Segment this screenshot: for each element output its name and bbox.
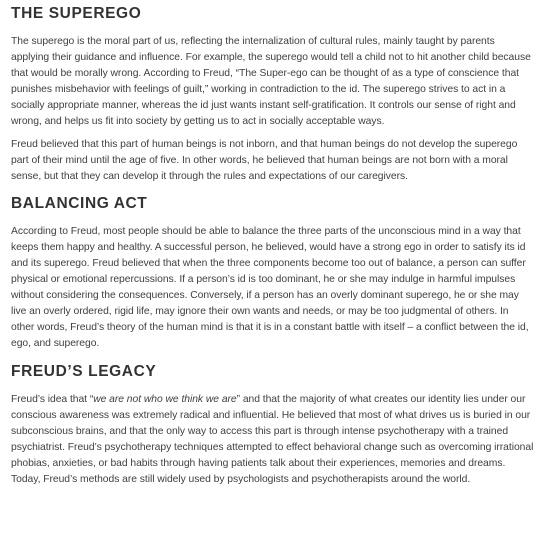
section-heading: THE SUPEREGO [11, 5, 142, 22]
paragraph-text-before-quote: Freud’s idea that “ [11, 394, 94, 405]
body-paragraph [11, 392, 534, 488]
body-paragraph: Freud believed that this part of human beings is not inborn, and that human beings do not develop the superego part of their mind until the age of five. In other words, he believed that human beings are not born with a moral sense, but that they can develop it through the rules and expectations of our caregivers. [11, 139, 518, 182]
body-paragraph: The superego is the moral part of us, reflecting the internalization of cultural rules, mainly taught by parents applying their guidance and influence. For example, the superego would tell a child not to hit another child because that would be morally wrong. According to Freud, “The Super-ego can be thought of as a type of conscience that punishes misbehavior with feelings of guilt,” working in contradiction to the id. The superego strives to act in a socially appropriate manner, whereas the id just wants instant self-gratification. It controls our sense of right and wrong, and helps us fit into society by getting us to act in socially acceptable ways. [11, 36, 531, 127]
section-balancing-act [11, 195, 534, 352]
italic-quote: we are not who we think we are [93, 394, 237, 405]
article-body [11, 5, 534, 488]
body-paragraph: According to Freud, most people should be able to balance the three parts of the unconscious mind in a way that keeps them happy and healthy. A successful person, he believed, would have a strong ego in order to satisfy its id and its superego. Freud believed that when the three components become too out of balance, a person can suffer physical or emotional repercussions. If a person’s id is too dominant, he or she may indulge in harmful impulses without considering the consequences. Conversely, if a person has an overly dominant superego, he or she may live an overly ordered, rigid life, may ignore their own wants and needs, or may be too judgmental of others. In other words, Freud’s theory of the human mind is that it is in a constant battle with itself – a conflict between the id, ego, and superego. [11, 226, 529, 349]
section-freuds-legacy [11, 363, 534, 488]
section-heading: FREUD’S LEGACY [11, 363, 157, 380]
paragraph-text-after-quote: ” and that the majority of what creates our identity lies under our conscious awareness was extremely radical and influential. He believed that most of what drives us is buried in our subconscious brains, and that the only way to access this part is through intense psychotherapy with a trained psychiatrist. Freud’s psychotherapy techniques attempted to effect behavioral change such as overcoming irrational phobias, anxieties, or bad habits through having patients talk about their experiences, memories and dreams. Today, Freud’s methods are still widely used by psychologists and psychotherapists around the world. [11, 394, 534, 485]
section-superego [11, 5, 534, 185]
section-heading: BALANCING ACT [11, 195, 148, 212]
